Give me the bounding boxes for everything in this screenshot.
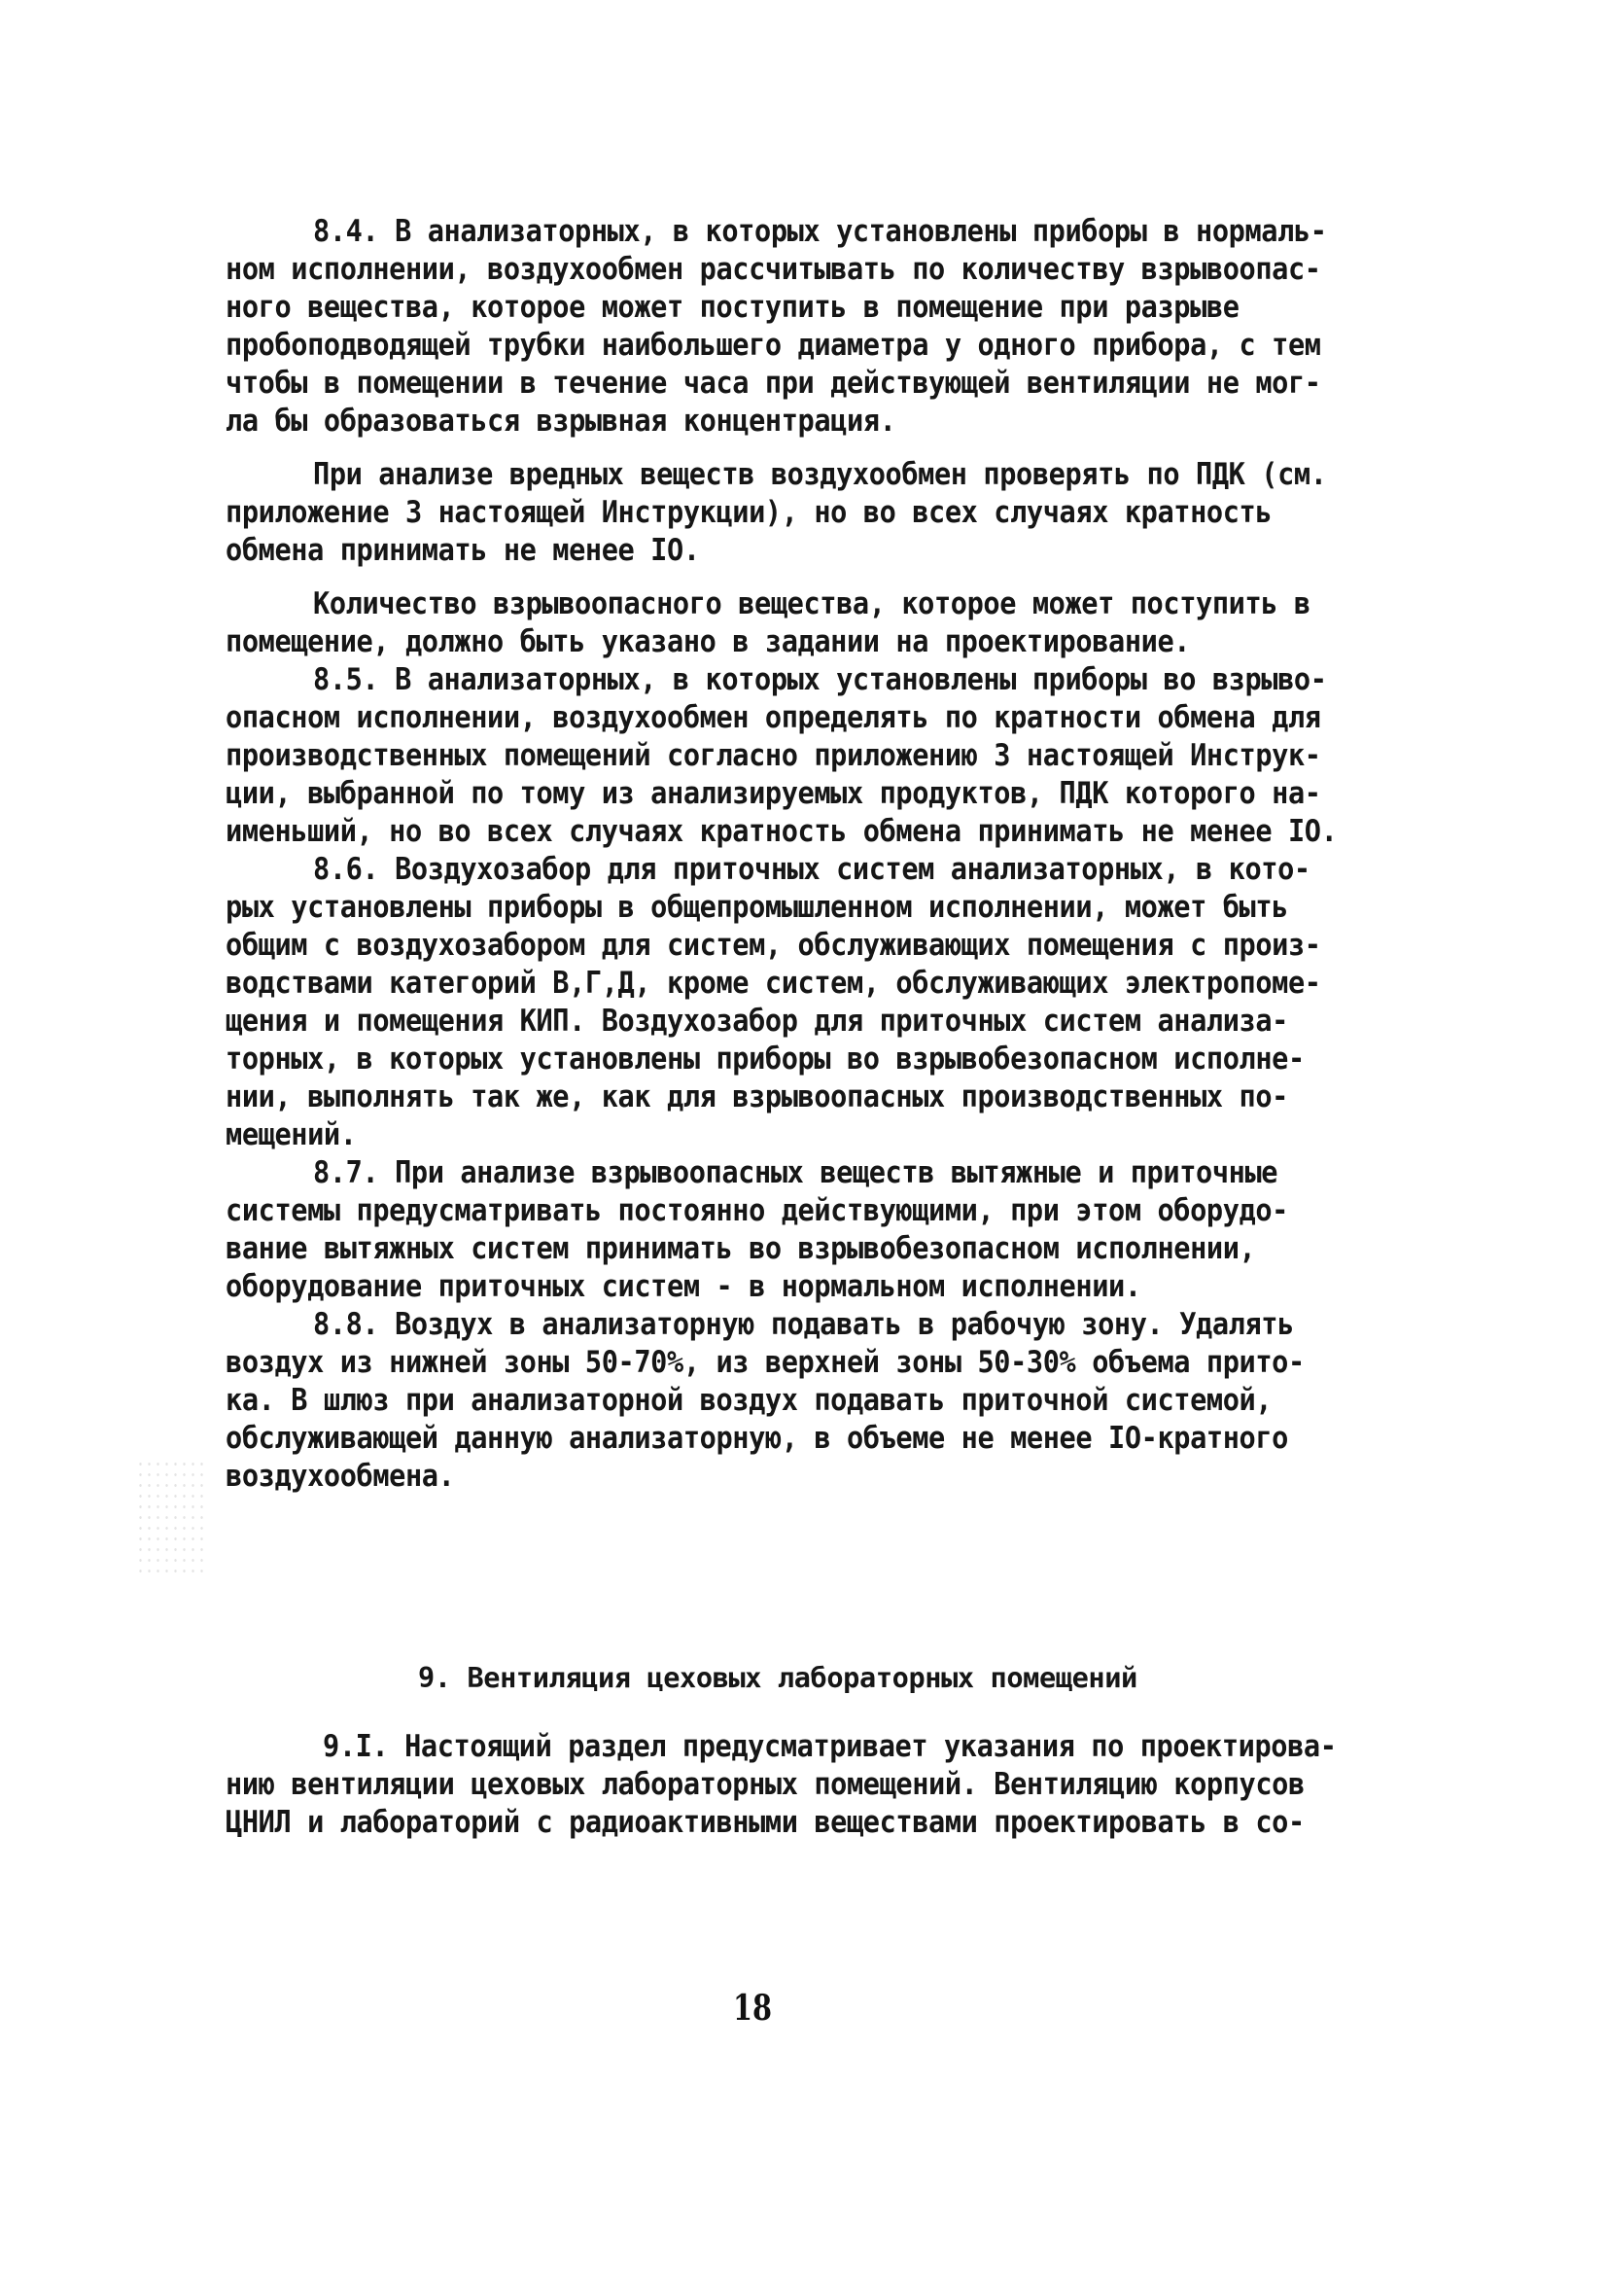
text-line: рых установлены приборы в общепромышленном исполнении, может быть (226, 888, 1288, 925)
text-line: При анализе вредных веществ воздухообмен проверять по ПДК (см. (313, 455, 1327, 492)
text-line: оборудование приточных систем - в нормальном исполнении. (226, 1267, 1141, 1304)
text-line: 8.5. В анализаторных, в которых установлены приборы во взрыво- (313, 660, 1327, 697)
text-line: пробоподводящей трубки наибольшего диаметра у одного прибора, с тем (226, 326, 1321, 363)
body-text-section-9 (226, 1727, 1421, 1841)
text-line: производственных помещений согласно приложению 3 настоящей Инструк- (226, 736, 1321, 773)
text-line: торных, в которых установлены приборы во взрывобезопасном исполне- (226, 1040, 1305, 1077)
text-line: нию вентиляции цеховых лабораторных помещений. Вентиляцию корпусов (226, 1765, 1305, 1802)
section-heading: 9. Вентиляция цеховых лабораторных помещений (418, 1661, 1137, 1694)
text-line: приложение 3 настоящей Инструкции), но во всех случаях кратность (226, 493, 1273, 530)
text-line: обмена принимать не менее IO. (226, 531, 700, 568)
text-line: воздух из нижней зоны 50-70%, из верхней зоны 50-30% объема прито- (226, 1343, 1305, 1380)
body-text (226, 212, 1421, 1495)
text-line: нии, выполнять так же, как для взрывоопасных производственных по- (226, 1077, 1288, 1114)
text-line: общим с воздухозабором для систем, обслуживающих помещения с произ- (226, 926, 1321, 963)
text-line: 9.I. Настоящий раздел предусматривает указания по проектирова- (323, 1727, 1337, 1764)
text-line: помещение, должно быть указано в задании на проектирование. (226, 622, 1191, 659)
text-line: 8.7. При анализе взрывоопасных веществ вытяжные и приточные (313, 1153, 1278, 1190)
text-line: 8.8. Воздух в анализаторную подавать в рабочую зону. Удалять (313, 1305, 1294, 1342)
text-line: ка. В шлюз при анализаторной воздух подавать приточной системой, (226, 1381, 1273, 1418)
text-line: воздухообмена. (226, 1457, 455, 1494)
text-line: 8.6. Воздухозабор для приточных систем анализаторных, в кото- (313, 850, 1310, 887)
text-line: обслуживающей данную анализаторную, в объеме не менее IO-кратного (226, 1419, 1288, 1456)
text-line: ции, выбранной по тому из анализируемых продуктов, ПДК которого на- (226, 774, 1321, 811)
text-line: водствами категорий В,Г,Д, кроме систем, обслуживающих электропоме- (226, 964, 1321, 1001)
text-line: именьший, но во всех случаях кратность обмена принимать не менее IO. (226, 812, 1338, 849)
page-number: 18 (733, 1988, 773, 2029)
text-line: ного вещества, которое может поступить в помещение при разрыве (226, 288, 1240, 325)
text-line: ла бы образоваться взрывная концентрация. (226, 402, 896, 439)
text-line: системы предусматривать постоянно действующими, при этом оборудо- (226, 1191, 1288, 1228)
text-line: 8.4. В анализаторных, в которых установлены приборы в нормаль- (313, 212, 1327, 249)
text-line: вание вытяжных систем принимать во взрывобезопасном исполнении, (226, 1229, 1256, 1266)
text-line: Количество взрывоопасного вещества, которое может поступить в (313, 584, 1310, 621)
text-line: ном исполнении, воздухообмен рассчитывать по количеству взрывоопас- (226, 250, 1321, 287)
text-line: мещений. (226, 1115, 357, 1152)
text-line: чтобы в помещении в течение часа при действующей вентиляции не мог- (226, 364, 1321, 401)
text-line: ЦНИЛ и лабораторий с радиоактивными веществами проектировать в со- (226, 1803, 1305, 1840)
scan-artifact (136, 1459, 204, 1575)
text-line: щения и помещения КИП. Воздухозабор для приточных систем анализа- (226, 1002, 1288, 1039)
text-line: опасном исполнении, воздухообмен определять по кратности обмена для (226, 698, 1321, 735)
